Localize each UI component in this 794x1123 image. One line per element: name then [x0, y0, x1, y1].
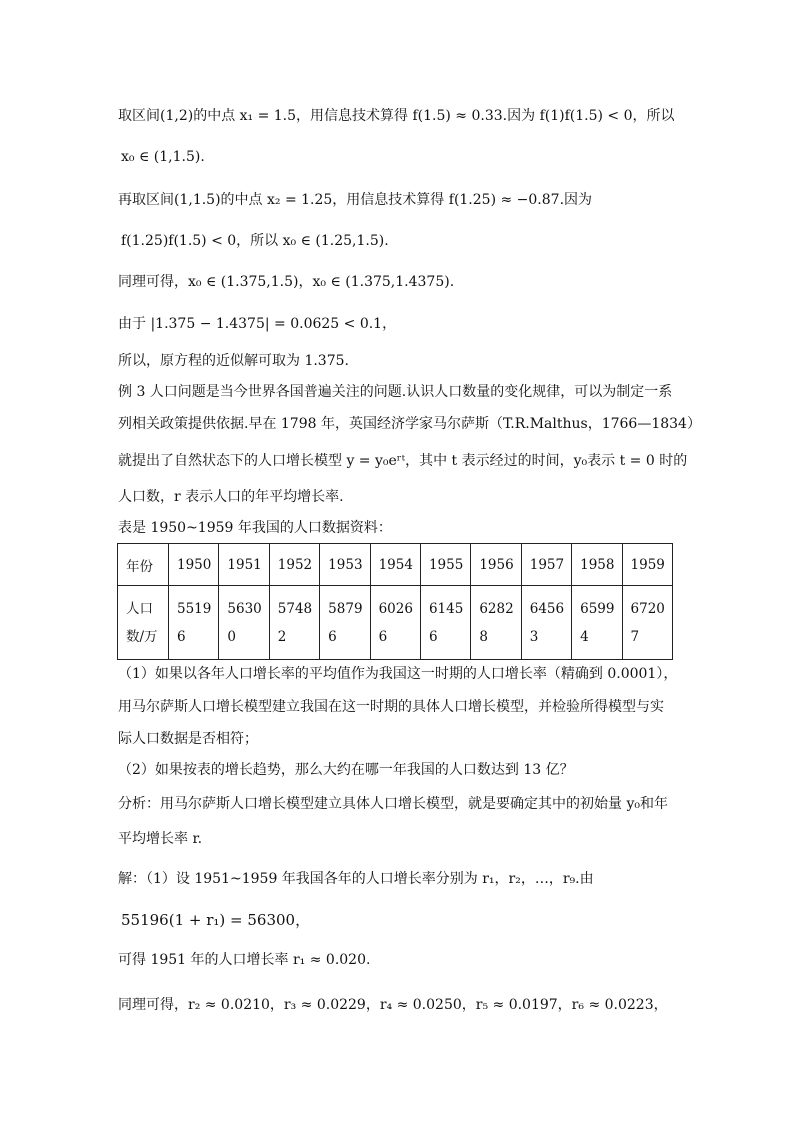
table-cell-year: 1954 [370, 544, 420, 586]
table-cell-population [572, 586, 622, 660]
text-line: 取区间(1,2)的中点 x₁ = 1.5，用信息技术算得 f(1.5) ≈ 0.33.因为 f(1)f(1.5) < 0，所以 [118, 108, 675, 124]
text-line: 际人口数据是否相符； [118, 731, 258, 747]
cell-line: 2 [277, 628, 287, 645]
cell-line: 5519 [177, 600, 212, 617]
table-cell-year: 1958 [572, 544, 622, 586]
text-line: 所以，原方程的近似解可取为 1.375. [118, 353, 349, 369]
cell-line: 5879 [328, 600, 363, 617]
header-line: 数/万 [126, 628, 158, 645]
cell-line: 7 [630, 628, 640, 645]
text-line: 可得 1951 年的人口增长率 r₁ ≈ 0.020. [118, 952, 371, 968]
text-line: 平均增长率 r. [118, 831, 203, 847]
text-line: 列相关政策提供依据.早在 1798 年，英国经济学家马尔萨斯（T.R.Malthus，1766—1834） [118, 416, 701, 432]
cell-line: 6282 [479, 600, 514, 617]
table-cell-year: 1956 [471, 544, 521, 586]
text-line: f(1.25)f(1.5) < 0，所以 x₀ ∈ (1.25,1.5). [121, 233, 389, 249]
cell-line: 4 [580, 628, 589, 645]
text-line: 就提出了自然状态下的人口增长模型 y = y₀eʳᵗ，其中 t 表示经过的时间，y₀表示 t = 0 时的 [118, 453, 688, 469]
table-row-years [118, 544, 673, 586]
equation: 55196(1 + r₁) = 56300， [121, 911, 311, 929]
table-header-year: 年份 [118, 544, 169, 586]
question-2-text: （2）如果按表的增长趋势，那么大约在哪一年我国的人口数达到 13 亿？ [118, 762, 574, 778]
table-cell-year: 1959 [622, 544, 672, 586]
cell-line: 6720 [630, 600, 665, 617]
text-line: 同理可得，r₂ ≈ 0.0210，r₃ ≈ 0.0229，r₄ ≈ 0.0250，r₅ ≈ 0.0197，r₆ ≈ 0.0223， [118, 997, 668, 1013]
cell-line: 6 [378, 628, 388, 645]
text-line: 由于 |1.375 − 1.4375| = 0.0625 < 0.1， [118, 316, 397, 332]
table-cell-population [219, 586, 269, 660]
table-cell-population [420, 586, 470, 660]
text-line: 再取区间(1,1.5)的中点 x₂ = 1.25，用信息技术算得 f(1.25) ≈ −0.87.因为 [118, 192, 593, 208]
cell-line: 6 [428, 628, 438, 645]
table-cell-year: 1952 [269, 544, 319, 586]
text-line: 人口数，r 表示人口的年平均增长率. [118, 489, 344, 505]
population-table [117, 543, 673, 660]
table-cell-year: 1950 [169, 544, 219, 586]
text-line: 同理可得，x₀ ∈ (1.375,1.5)，x₀ ∈ (1.375,1.4375). [118, 274, 455, 290]
table-cell-population [269, 586, 319, 660]
cell-line: 8 [479, 628, 488, 645]
table-cell-population [320, 586, 370, 660]
solution-text: 解：（1）设 1951~1959 年我国各年的人口增长率分别为 r₁，r₂，…，r₉.由 [118, 871, 594, 887]
text-line: x₀ ∈ (1,1.5). [121, 149, 205, 165]
cell-line: 6 [177, 628, 186, 645]
table-cell-population [471, 586, 521, 660]
cell-line: 5748 [277, 600, 313, 617]
cell-line: 5630 [227, 600, 262, 617]
cell-line: 6145 [428, 600, 464, 617]
table-cell-population [622, 586, 672, 660]
table-header-population [118, 586, 169, 660]
text-line: 用马尔萨斯人口增长模型建立我国在这一时期的具体人口增长模型，并检验所得模型与实 [118, 699, 664, 715]
cell-line: 6026 [378, 600, 413, 617]
cell-line: 6456 [529, 600, 565, 617]
cell-line: 6599 [580, 600, 615, 617]
table-row-population [118, 586, 673, 660]
table-cell-year: 1957 [521, 544, 571, 586]
table-cell-population [521, 586, 571, 660]
analysis-text: 分析：用马尔萨斯人口增长模型建立具体人口增长模型，就是要确定其中的初始量 y₀和年 [118, 796, 668, 812]
table-caption: 表是 1950~1959 年我国的人口数据资料： [118, 520, 392, 536]
table-cell-year: 1955 [420, 544, 470, 586]
cell-line: 3 [529, 628, 539, 645]
table-cell-year: 1953 [320, 544, 370, 586]
table-cell-population [169, 586, 219, 660]
table-cell-population [370, 586, 420, 660]
example-3-text: 例 3 人口问题是当今世界各国普遍关注的问题.认识人口数量的变化规律，可以为制定一系 [118, 384, 673, 400]
cell-line: 0 [227, 628, 236, 645]
table-cell-year: 1951 [219, 544, 269, 586]
question-1-text: （1）如果以各年人口增长率的平均值作为我国这一时期的人口增长率（精确到 0.0001）， [118, 666, 678, 682]
header-line: 人口 [126, 600, 153, 617]
cell-line: 6 [328, 628, 337, 645]
